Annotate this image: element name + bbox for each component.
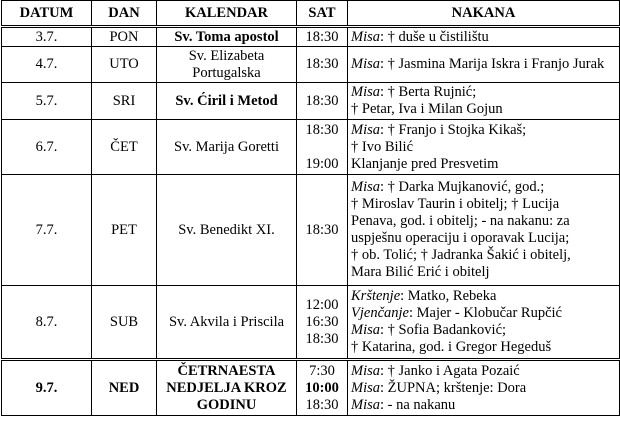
intention-line	[351, 230, 616, 247]
intention-label: Misa	[351, 379, 380, 396]
date-cell: 4.7.	[2, 47, 92, 83]
time-spacer	[300, 139, 344, 156]
day-cell: PET	[92, 175, 157, 286]
intention-label: Misa	[351, 84, 380, 100]
intention-line	[351, 213, 616, 230]
intention-line	[351, 29, 616, 46]
intention-text: : Matko, Rebeka	[400, 288, 497, 304]
intention-line	[351, 264, 616, 281]
day-cell: SRI	[92, 83, 157, 120]
day-cell: PON	[92, 27, 157, 47]
intention-line	[351, 122, 616, 139]
intention-text: : † Janko i Agata Pozaić	[380, 362, 520, 379]
header-row	[2, 1, 620, 27]
time-value: 18:30	[305, 56, 339, 72]
intention-text: : † duše u čistilištu	[380, 28, 489, 45]
intention-text: Penava, god. i obitelj; - na nakanu: za	[351, 213, 570, 229]
day-cell: UTO	[92, 47, 157, 83]
intention-line	[351, 101, 616, 118]
calendar-cell: Sv. Akvila i Priscila	[157, 286, 297, 360]
intention-text: † ob. Tolić; † Jadranka Šakić i obitelj,	[351, 247, 571, 263]
intention-line	[351, 139, 616, 156]
header-calendar: KALENDAR	[157, 1, 297, 27]
intention-line	[351, 84, 616, 101]
mass-schedule-table	[1, 0, 620, 416]
intention-text: Klanjanje pred Presvetim	[351, 155, 499, 172]
intention-line	[351, 179, 616, 196]
time-cell	[297, 120, 348, 175]
intention-text: : ŽUPNA; krštenje: Dora	[380, 379, 527, 396]
intention-cell	[348, 286, 620, 360]
intention-text: † Miroslav Taurin i obitelj; † Lucija	[351, 196, 560, 212]
intention-line	[351, 322, 616, 339]
intention-text: : † Berta Rujnić;	[380, 84, 477, 100]
intention-label: Misa	[351, 121, 380, 138]
header-date: DATUM	[2, 1, 92, 27]
table-row	[2, 83, 620, 120]
intention-cell	[348, 360, 620, 416]
date-cell: 3.7.	[2, 27, 92, 47]
time-cell	[297, 286, 348, 360]
intention-label: Misa	[351, 179, 380, 195]
calendar-cell: Sv. Toma apostol	[157, 27, 297, 47]
date-cell: 6.7.	[2, 120, 92, 175]
time-value: 7:30	[309, 362, 335, 379]
intention-text: : † Jasmina Marija Iskra i Franjo Jurak	[380, 56, 605, 72]
date-cell: 9.7.	[2, 360, 92, 416]
intention-line	[351, 56, 616, 73]
day-cell: SUB	[92, 286, 157, 360]
intention-cell	[348, 83, 620, 120]
time-value: 18:30	[305, 121, 339, 138]
intention-label: Vjenčanje	[351, 305, 409, 321]
intention-text: † Ivo Bilić	[351, 138, 414, 155]
intention-line	[351, 305, 616, 322]
time-cell	[297, 360, 348, 416]
intention-text: : † Sofia Badanković;	[380, 322, 507, 338]
time-value: 16:30	[305, 313, 339, 330]
intention-label: Misa	[351, 28, 380, 45]
calendar-cell: Sv. Elizabeta Portugalska	[157, 47, 297, 83]
intention-line	[351, 196, 616, 213]
intention-line	[351, 380, 616, 397]
date-cell: 5.7.	[2, 83, 92, 120]
intention-label: Misa	[351, 362, 380, 379]
table-row	[2, 47, 620, 83]
intention-line	[351, 288, 616, 305]
intention-line	[351, 247, 616, 264]
intention-text: † Katarina, god. i Gregor Hegeduš	[351, 339, 552, 355]
time-cell	[297, 27, 348, 47]
time-cell	[297, 175, 348, 286]
intention-text: uspješnu operaciju i oporavak Lucija;	[351, 230, 570, 246]
intention-text: Mara Bilić Erić i obitelj	[351, 264, 490, 280]
time-cell	[297, 83, 348, 120]
day-cell: ČET	[92, 120, 157, 175]
calendar-cell: Sv. Ćiril i Metod	[157, 83, 297, 120]
table-row	[2, 286, 620, 360]
intention-cell	[348, 120, 620, 175]
header-day: DAN	[92, 1, 157, 27]
intention-line	[351, 397, 616, 414]
time-value: 18:30	[305, 28, 339, 45]
table-row	[2, 120, 620, 175]
intention-label: Krštenje	[351, 288, 401, 304]
table-row	[2, 27, 620, 47]
date-cell: 7.7.	[2, 175, 92, 286]
intention-cell	[348, 27, 620, 47]
header-intention: NAKANA	[348, 1, 620, 27]
time-value: 10:00	[305, 379, 339, 396]
intention-line	[351, 156, 616, 173]
time-value: 18:30	[305, 221, 339, 238]
intention-text: : † Franjo i Stojka Kikaš;	[380, 121, 527, 138]
intention-text: : † Darka Mujkanović, god.;	[380, 179, 545, 195]
time-value: 12:00	[305, 296, 339, 313]
time-value: 18:30	[305, 330, 339, 347]
intention-text: : Majer - Klobučar Rupčić	[408, 305, 562, 321]
intention-text: † Petar, Iva i Milan Gojun	[351, 101, 503, 117]
time-value: 18:30	[305, 92, 339, 109]
date-cell: 8.7.	[2, 286, 92, 360]
table-row	[2, 175, 620, 286]
day-cell: NED	[92, 360, 157, 416]
intention-cell	[348, 47, 620, 83]
time-value: 19:00	[305, 155, 339, 172]
time-value: 18:30	[305, 396, 339, 413]
intention-label: Misa	[351, 322, 380, 338]
intention-line	[351, 363, 616, 380]
calendar-cell: Sv. Marija Goretti	[157, 120, 297, 175]
intention-text: : - na nakanu	[380, 396, 456, 413]
calendar-cell: Sv. Benedikt XI.	[157, 175, 297, 286]
intention-label: Misa	[351, 56, 380, 72]
intention-cell	[348, 175, 620, 286]
intention-line	[351, 339, 616, 356]
intention-label: Misa	[351, 396, 380, 413]
calendar-cell: ČETRNAESTA NEDJELJA KROZ GODINU	[157, 360, 297, 416]
time-cell	[297, 47, 348, 83]
header-time: SAT	[297, 1, 348, 27]
table-row-sunday	[2, 360, 620, 416]
